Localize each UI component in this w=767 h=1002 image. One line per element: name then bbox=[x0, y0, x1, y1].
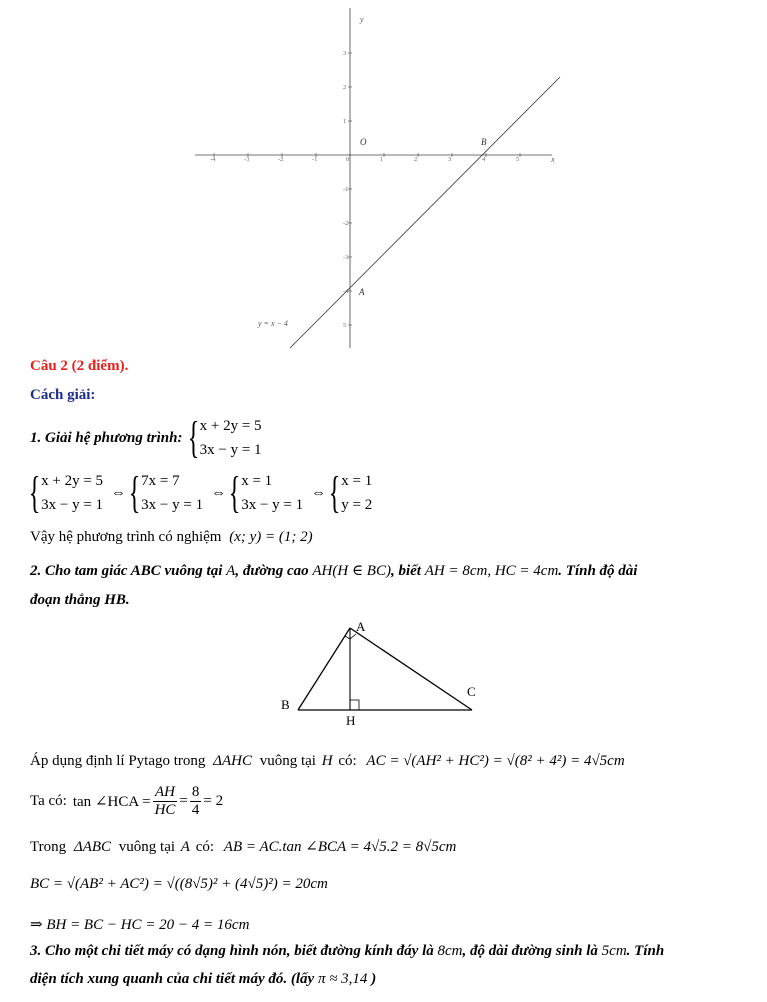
vertex-a-label: A bbox=[356, 619, 366, 634]
step-1: { x + 2y = 5 3x − y = 1 bbox=[28, 468, 104, 517]
point-a-label: A bbox=[359, 287, 365, 297]
part1-heading-row bbox=[30, 414, 262, 462]
x-tick-label: 2 bbox=[414, 156, 418, 163]
y-tick-label: 3 bbox=[343, 50, 347, 57]
equiv-arrow: ⇔ bbox=[311, 484, 327, 501]
part3-line2: diện tích xung quanh của chi tiết máy đó. (lấy π ≈ 3,14 ) bbox=[30, 971, 377, 987]
x-tick-label: -2 bbox=[278, 156, 284, 163]
x-tick-label: 0 bbox=[346, 156, 350, 163]
ab-line: Trong ΔABC vuông tại A có: AB = AC.tan ∠BCA = 4√5.2 = 8√5cm bbox=[30, 839, 457, 855]
y-tick-label: -1 bbox=[343, 186, 349, 193]
system-eq2: 3x − y = 1 bbox=[199, 442, 262, 458]
y-tick-label: -2 bbox=[343, 220, 349, 227]
vertex-c-label: C bbox=[467, 684, 476, 699]
part3-line1: 3. Cho một chi tiết máy có dạng hình nón, biết đường kính đáy là 8cm, độ dài đường sinh là 5cm. Tính bbox=[30, 943, 665, 959]
x-tick-label: -1 bbox=[312, 156, 318, 163]
line-label: y = x − 4 bbox=[258, 319, 288, 328]
solution-steps-row bbox=[30, 469, 372, 517]
pythagoras-line: Áp dụng định lí Pytago trong ΔAHC vuông tại H có: AC = √(AH² + HC²) = √(8² + 4²) = 4√5cm bbox=[30, 753, 625, 769]
y-tick-label: 2 bbox=[343, 84, 347, 91]
y-tick-label: -4 bbox=[343, 288, 349, 295]
system-equations: { x + 2y = 5 3x − y = 1 bbox=[187, 413, 262, 462]
y-tick-label: -3 bbox=[343, 254, 349, 261]
step-2: { 7x = 7 3x − y = 1 bbox=[128, 468, 204, 517]
step-4: { x = 1 y = 2 bbox=[328, 468, 373, 517]
solution-method-label: Cách giải: bbox=[30, 387, 96, 403]
x-tick-label: 4 bbox=[482, 156, 486, 163]
x-tick-label: 1 bbox=[380, 156, 384, 163]
x-axis-label: x bbox=[551, 155, 555, 164]
coordinate-graph bbox=[190, 0, 570, 350]
line-y-equals-x-minus-4 bbox=[290, 77, 560, 348]
step-3: { x = 1 3x − y = 1 bbox=[228, 468, 304, 517]
part1-conclusion: Vậy hệ phương trình có nghiệm (x; y) = (1; 2) bbox=[30, 529, 313, 545]
bh-line: ⇒ BH = BC − HC = 20 − 4 = 16cm bbox=[30, 917, 250, 933]
point-b-label: B bbox=[481, 137, 487, 147]
question-title: Câu 2 (2 điểm). bbox=[30, 358, 129, 374]
part2-heading-line2: đoạn thẳng HB. bbox=[30, 592, 130, 608]
tan-line: Ta có: tan ∠HCA = $\frac{AH}{HC}$ = $\frac{8}{4}$ = 2 bbox=[30, 784, 224, 818]
triangle-figure bbox=[270, 615, 500, 730]
origin-label: O bbox=[360, 137, 367, 147]
y-tick-label: 5 bbox=[343, 322, 347, 329]
x-tick-label: -4 bbox=[210, 156, 216, 163]
x-tick-label: -3 bbox=[244, 156, 250, 163]
system-eq1: x + 2y = 5 bbox=[199, 418, 262, 434]
equiv-arrow: ⇔ bbox=[111, 484, 127, 501]
x-tick-label: 5 bbox=[516, 156, 520, 163]
equiv-arrow: ⇔ bbox=[211, 484, 227, 501]
vertex-h-label: H bbox=[346, 713, 356, 728]
part2-heading-line1: 2. Cho tam giác ABC vuông tại A, đường cao AH(H ∈ BC), biết AH = 8cm, HC = 4cm. Tính độ dài bbox=[30, 563, 638, 579]
vertex-b-label: B bbox=[281, 697, 290, 712]
y-axis-label: y bbox=[360, 15, 364, 24]
y-tick-label: 1 bbox=[343, 118, 347, 125]
x-tick-label: 3 bbox=[448, 156, 452, 163]
bc-line: BC = √(AB² + AC²) = √((8√5)² + (4√5)²) = 20cm bbox=[30, 876, 328, 892]
part1-heading: 1. Giải hệ phương trình: bbox=[30, 429, 183, 446]
